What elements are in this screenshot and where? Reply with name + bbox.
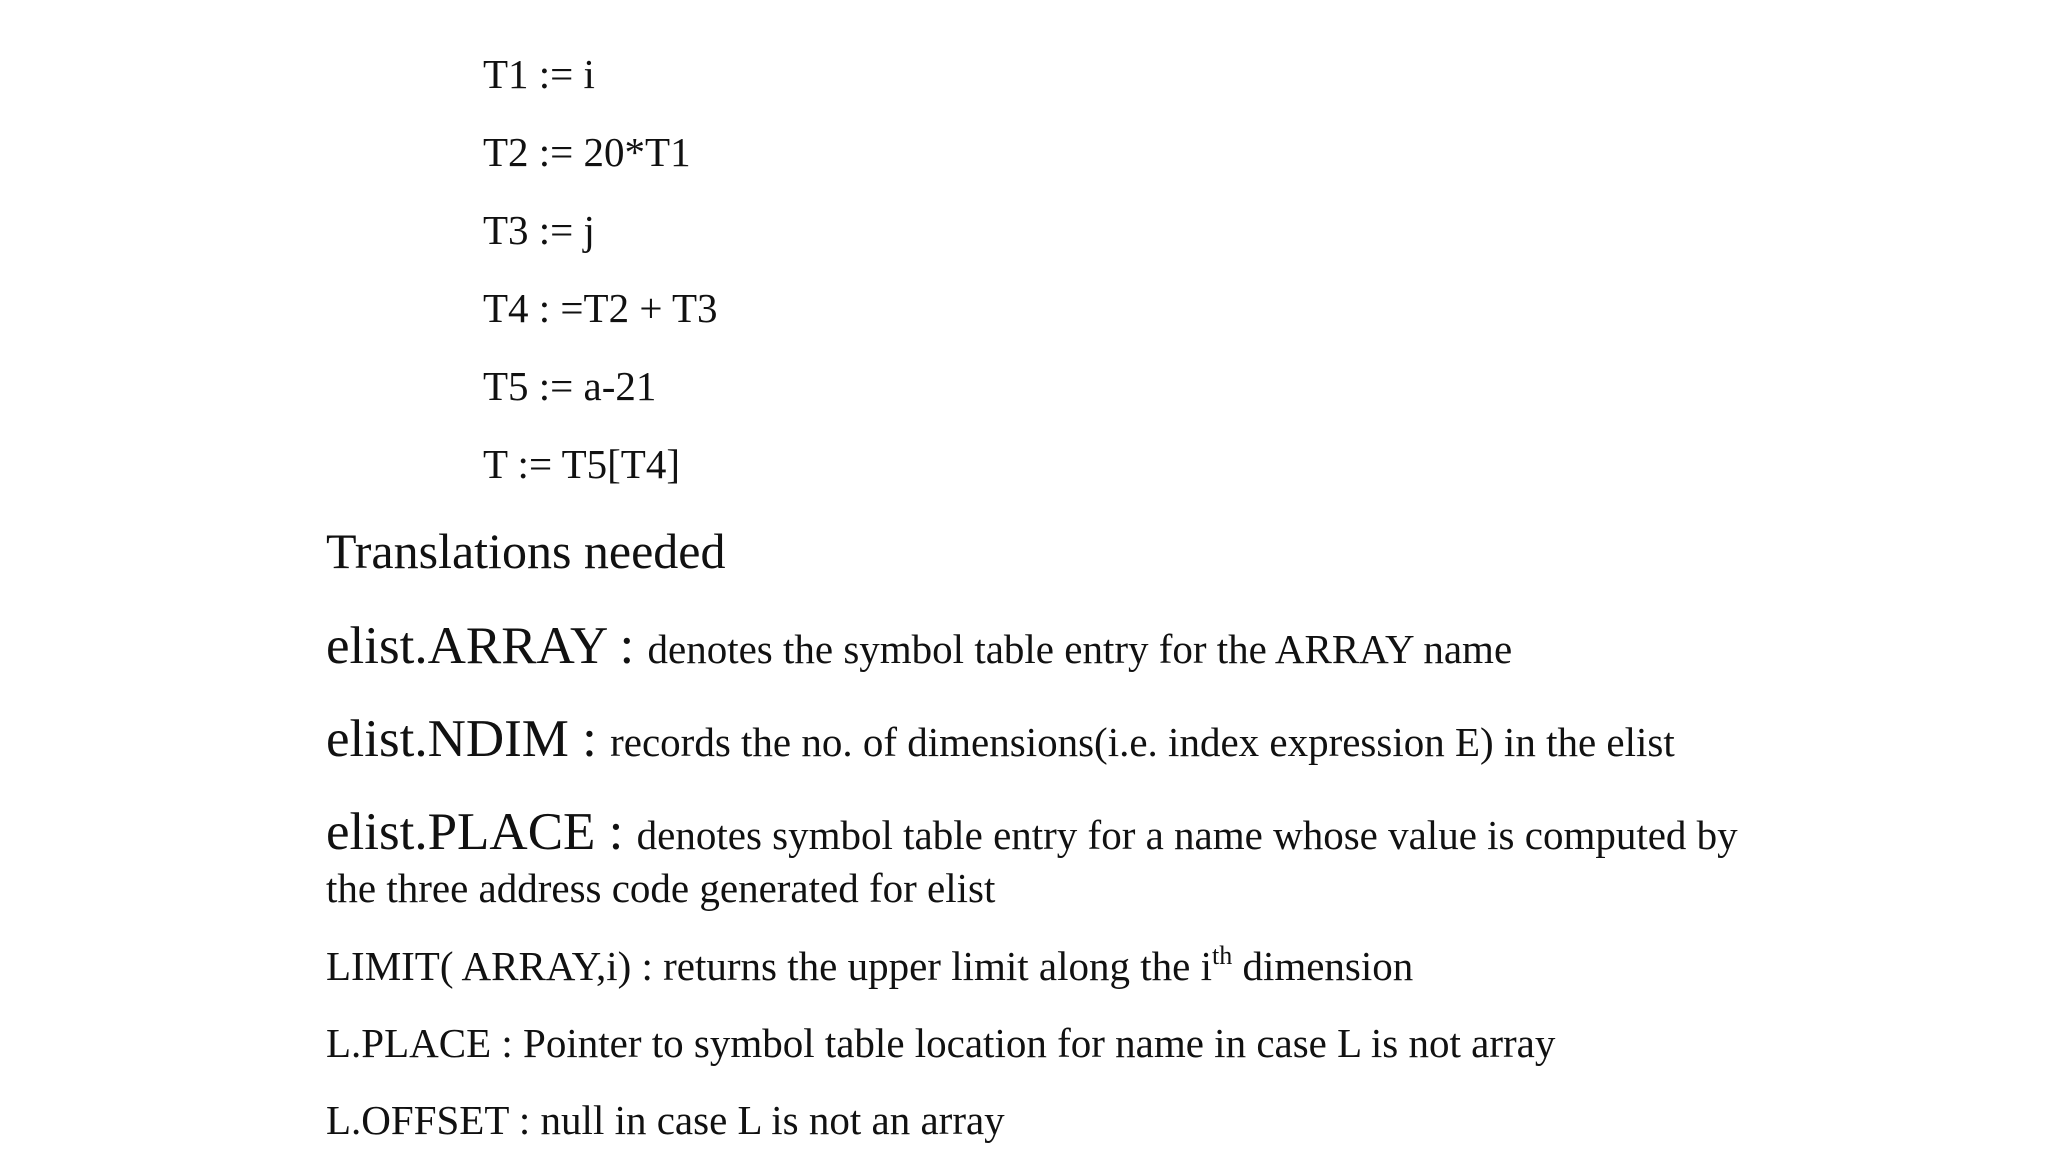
definition-elist-place (326, 803, 1846, 861)
definition-description: denotes symbol table entry for a name whose value is computed by (636, 812, 1738, 858)
definition-description-continued: the three address code generated for elist (326, 865, 996, 911)
code-line: T4 : =T2 + T3 (483, 285, 718, 331)
superscript-th: th (1211, 941, 1233, 970)
lplace-definition: L.PLACE : Pointer to symbol table location for name in case L is not array (326, 1020, 1556, 1066)
code-line: T3 := j (483, 207, 595, 253)
definition-description: denotes the symbol table entry for the ARRAY name (647, 626, 1513, 672)
definition-elist-ndim (326, 710, 1846, 768)
limit-definition (326, 941, 1414, 989)
code-line: T5 := a-21 (483, 363, 657, 409)
definition-term: elist.NDIM : (326, 710, 611, 768)
code-line: T2 := 20*T1 (483, 129, 691, 175)
limit-text: LIMIT( ARRAY,i) : returns the upper limit along the i (326, 943, 1212, 989)
limit-text-end: dimension (1232, 943, 1414, 989)
definition-term: elist.PLACE : (326, 803, 637, 861)
definition-term: elist.ARRAY : (326, 617, 648, 675)
code-line: T1 := i (483, 51, 595, 97)
definition-elist-array (326, 617, 1846, 675)
code-line: T := T5[T4] (483, 441, 680, 487)
loffset-definition: L.OFFSET : null in case L is not an array (326, 1097, 1005, 1143)
definition-description: records the no. of dimensions(i.e. index expression E) in the elist (610, 719, 1675, 765)
section-heading: Translations needed (326, 523, 726, 579)
